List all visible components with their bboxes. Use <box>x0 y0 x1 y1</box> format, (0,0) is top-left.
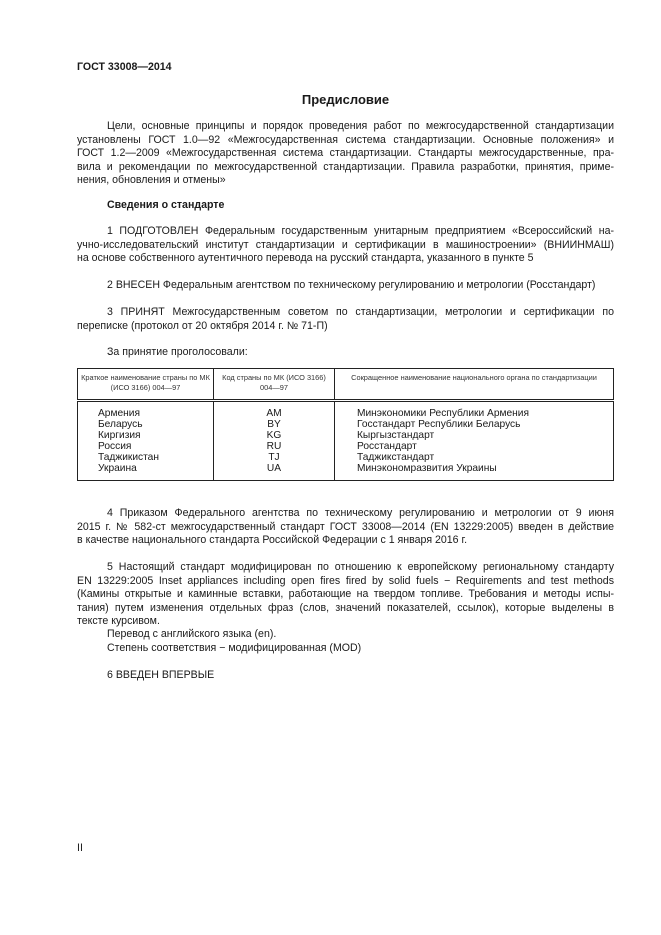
code-cell: TJ <box>214 452 335 463</box>
country-cell: Украина <box>78 463 214 481</box>
table-row <box>78 401 614 420</box>
text-line: учно-исследовательский институт стандартизации и сертификации в машиностроении» (ВНИИНМАШ) <box>77 238 614 251</box>
paragraph-6: 6 ВВЕДЕН ВПЕРВЫЕ <box>107 669 215 681</box>
conformity-note: Степень соответствия − модифицированная (MOD) <box>107 642 362 654</box>
paragraph-2 <box>77 279 614 293</box>
table-row <box>78 430 614 441</box>
country-cell: Беларусь <box>78 419 214 430</box>
code-cell: RU <box>214 441 335 452</box>
body-cell: Минэкономразвития Украины <box>335 463 614 481</box>
body-cell: Таджикстандарт <box>335 452 614 463</box>
body-cell: Кыргызстандарт <box>335 430 614 441</box>
paragraph-3 <box>77 306 614 333</box>
paragraph-4 <box>77 507 614 548</box>
paragraph-1 <box>77 225 614 266</box>
column-header-country: Краткое наименование страны по МК (ИСО 3166) 004—97 <box>78 369 214 401</box>
text-line: ГОСТ 1.2—2009 «Межгосударственная система стандартизации. Стандарты межгосударственные, пра- <box>77 147 614 159</box>
text-line: тания) путем изменения отдельных фраз (слов, значений показателей, ссылок), которые выделены в <box>77 601 614 614</box>
column-header-code: Код страны по МК (ИСО 3166) 004—97 <box>214 369 335 401</box>
text-line: 5 Настоящий стандарт модифицирован по отношению к европейскому региональному стандарту <box>107 561 614 573</box>
text-line: (Камины открытые и каминные вставки, работающие на твердом топливе. Требования и методы испы- <box>77 588 614 600</box>
text-line: 2015 г. № 582-ст межгосударственный стандарт ГОСТ 33008—2014 (EN 13229:2005) введен в действие <box>77 520 614 533</box>
intro-paragraph <box>77 120 614 188</box>
text-line: тексте курсивом. <box>77 615 160 627</box>
section-heading: Сведения о стандарте <box>107 199 225 211</box>
text-line: установлены ГОСТ 1.0—92 «Межгосударственная система стандартизации. Основные положения» и <box>77 133 614 146</box>
text-line: EN 13229:2005 Inset appliances including open fires fired by solid fuels − Requirements and test methods <box>77 574 614 587</box>
table-row <box>78 452 614 463</box>
text-line: переписке (протокол от 20 октября 2014 г. № 71-П) <box>77 319 328 332</box>
table-row <box>78 463 614 481</box>
text-line: нения, обновления и отмены» <box>77 174 226 186</box>
code-cell: AM <box>214 401 335 420</box>
country-cell: Киргизия <box>78 430 214 441</box>
page-title: Предисловие <box>301 92 390 107</box>
page-number: II <box>77 842 83 854</box>
text-line: вила и рекомендации по межгосударственной стандартизации. Правила разработки, принятия, приме- <box>77 160 614 173</box>
text-line: на основе собственного аутентичного перевода на русский стандарта, указанного в пункте 5 <box>77 252 534 264</box>
table-row <box>78 441 614 452</box>
text-line: 2 ВНЕСЕН Федеральным агентством по техническому регулированию и метрологии (Росстандарт) <box>107 279 596 291</box>
text-line: Цели, основные принципы и порядок проведения работ по межгосударственной стандартизации <box>107 120 614 132</box>
voting-table <box>77 368 614 481</box>
voted-label: За принятие проголосовали: <box>107 346 248 358</box>
paragraph-5 <box>77 561 614 629</box>
code-cell: UA <box>214 463 335 481</box>
body-cell: Минэкономики Республики Армения <box>335 401 614 420</box>
code-cell: KG <box>214 430 335 441</box>
body-cell: Росстандарт <box>335 441 614 452</box>
table-row <box>78 419 614 430</box>
country-cell: Армения <box>78 401 214 420</box>
body-cell: Госстандарт Республики Беларусь <box>335 419 614 430</box>
text-line: 4 Приказом Федерального агентства по техническому регулированию и метрологии от 9 июня <box>107 507 614 519</box>
text-line: 1 ПОДГОТОВЛЕН Федеральным государственным унитарным предприятием «Всероссийский на- <box>107 225 614 237</box>
text-line: 3 ПРИНЯТ Межгосударственным советом по стандартизации, метрологии и сертификации по <box>107 306 614 318</box>
country-cell: Россия <box>78 441 214 452</box>
document-header: ГОСТ 33008—2014 <box>77 61 172 73</box>
code-cell: BY <box>214 419 335 430</box>
text-line: в качестве национального стандарта Российской Федерации с 1 января 2016 г. <box>77 534 468 546</box>
translation-note: Перевод с английского языка (en). <box>107 628 277 640</box>
column-header-body: Сокращенное наименование национального органа по стандартизации <box>335 369 614 401</box>
country-cell: Таджикистан <box>78 452 214 463</box>
